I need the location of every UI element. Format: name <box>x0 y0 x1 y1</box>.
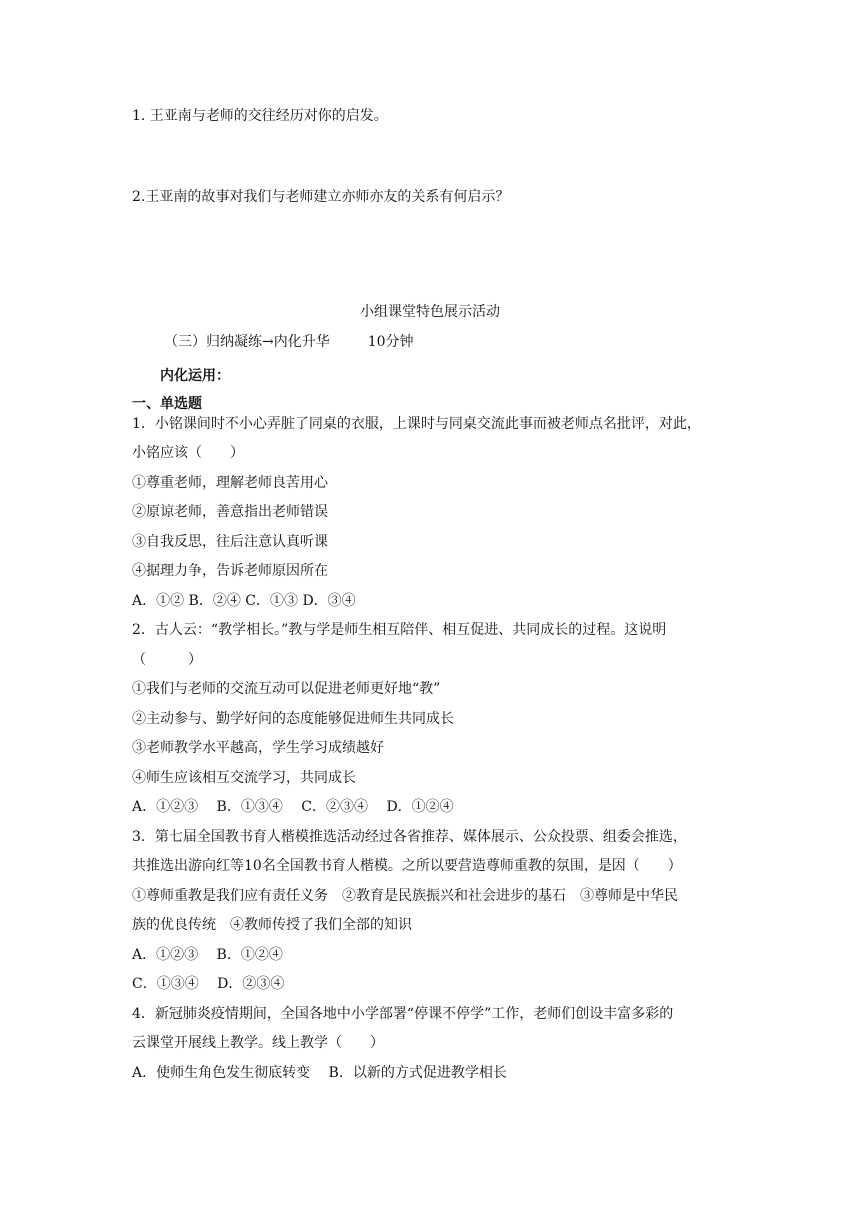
activity-title: 小组课堂特色展示活动 <box>360 304 500 320</box>
question-2-option-4: ④师生应该相互交流学习，共同成长 <box>132 770 356 786</box>
question-2-line-2: （ ） <box>132 652 202 668</box>
question-1-line-2: 小铭应该（ ） <box>132 445 244 461</box>
question-4-line-1: 4．新冠肺炎疫情期间，全国各地中小学部署“停课不停学”工作，老师们创设丰富多彩的 <box>132 1006 674 1022</box>
question-3-line-4: 族的优良传统 ④教师传授了我们全部的知识 <box>132 917 412 933</box>
reflection-question-2: 2.王亚南的故事对我们与老师建立亦师亦友的关系有何启示？ <box>132 189 510 205</box>
question-1-line-1: 1．小铭课间时不小心弄脏了同桌的衣服，上课时与同桌交流此事而被老师点名批评，对此， <box>132 416 701 432</box>
question-3-line-2: 共推选出游向红等10名全国教书育人楷模。之所以要营造尊师重教的氛围，是因（ ） <box>132 858 682 874</box>
section-label: （三）归纳凝练→内化升华 <box>164 334 330 350</box>
question-1-option-2: ②原谅老师，善意指出老师错误 <box>132 504 328 520</box>
question-1-option-4: ④据理力争，告诉老师原因所在 <box>132 563 328 579</box>
question-2-option-2: ②主动参与、勤学好问的态度能够促进师生共同成长 <box>132 711 454 727</box>
subsection-label: 内化运用： <box>160 368 230 384</box>
question-2-option-3: ③老师教学水平越高，学生学习成绩越好 <box>132 740 384 756</box>
section-time: 10分钟 <box>367 334 414 350</box>
part-title: 一、单选题 <box>132 396 202 412</box>
question-4-line-2: 云课堂开展线上教学。线上教学（ ） <box>132 1035 384 1051</box>
question-1-answers: A．①② B．②④ C．①③ D．③④ <box>132 593 356 609</box>
question-2-option-1: ①我们与老师的交流互动可以促进老师更好地“教” <box>132 681 441 697</box>
question-3-answers-1: A．①②③ B．①②④ <box>132 947 283 963</box>
section-heading <box>164 332 414 352</box>
question-3-line-3: ①尊师重教是我们应有责任义务 ②教育是民族振兴和社会进步的基石 ③尊师是中华民 <box>132 888 678 904</box>
question-1-option-3: ③自我反思，往后注意认真听课 <box>132 534 328 550</box>
question-2-line-1: 2．古人云：“教学相长。”教与学是师生相互陪伴、相互促进、共同成长的过程。这说明 <box>132 622 667 638</box>
question-3-line-1: 3．第七届全国教书育人楷模推选活动经过各省推荐、媒体展示、公众投票、组委会推选， <box>132 829 687 845</box>
reflection-question-1: 1. 王亚南与老师的交往经历对你的启发。 <box>132 108 388 124</box>
question-3-answers-2: C．①③④ D．②③④ <box>132 976 285 992</box>
question-1-option-1: ①尊重老师，理解老师良苦用心 <box>132 475 328 491</box>
question-4-answers: A．使师生角色发生彻底转变 B．以新的方式促进教学相长 <box>132 1065 507 1081</box>
question-2-answers: A．①②③ B．①③④ C．②③④ D．①②④ <box>132 799 454 815</box>
